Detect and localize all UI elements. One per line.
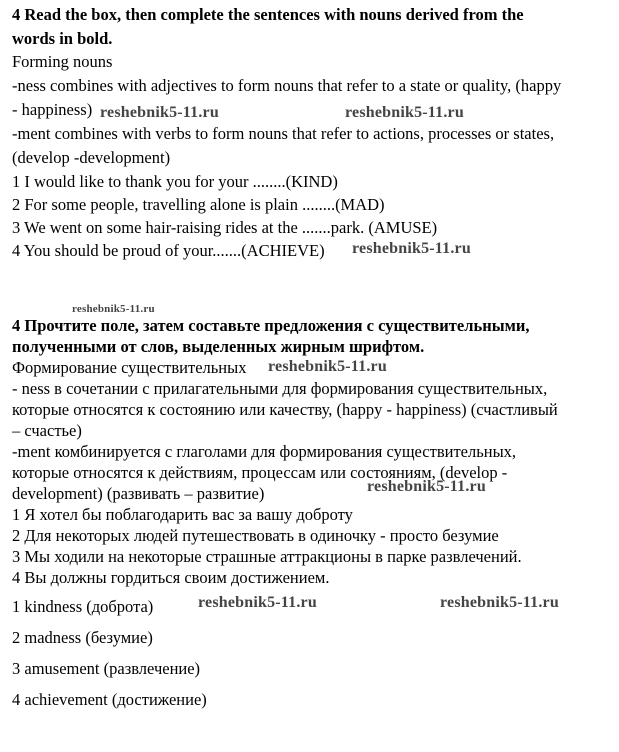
sentence-en-2: 2 For some people, travelling alone is plain ........(MAD) [12, 195, 385, 214]
ment-rule-en: -ment combines with verbs to form nouns that refer to actions, processes or states, [12, 124, 555, 143]
watermark: reshebnik5-11.ru [100, 104, 219, 121]
exercise-heading-ru-cont: полученными от слов, выделенных жирным шрифтом. [12, 337, 425, 356]
ment-rule-ru-cont: которые относятся к действиям, процессам или состояниям, (develop - [12, 463, 508, 482]
exercise-heading-en-cont: words in bold. [12, 29, 113, 48]
sentence-ru-3: 3 Мы ходили на некоторые страшные аттракционы в парке развлечений. [12, 547, 522, 566]
watermark: reshebnik5-11.ru [345, 104, 464, 121]
exercise-heading-en: 4 Read the box, then complete the sentences with nouns derived from the [12, 5, 524, 24]
box-title-ru: Формирование существительных [12, 358, 247, 377]
exercise-heading-ru: 4 Прочтите поле, затем составьте предложения с существительными, [12, 316, 530, 335]
sentence-en-3: 3 We went on some hair-raising rides at the .......park. (AMUSE) [12, 218, 438, 237]
watermark: reshebnik5-11.ru [440, 594, 559, 611]
sentence-en-4: 4 You should be proud of your.......(ACHIEVE) [12, 241, 325, 260]
answer-2: 2 madness (безумие) [12, 628, 153, 647]
sentence-ru-4: 4 Вы должны гордиться своим достижением. [12, 568, 330, 587]
ness-rule-en: -ness combines with adjectives to form nouns that refer to a state or quality, (happy [12, 76, 562, 95]
watermark: reshebnik5-11.ru [268, 358, 387, 375]
sentence-ru-2: 2 Для некоторых людей путешествовать в одиночку - просто безумие [12, 526, 499, 545]
box-title-en: Forming nouns [12, 52, 113, 71]
watermark: reshebnik5-11.ru [367, 478, 486, 495]
answer-4: 4 achievement (достижение) [12, 690, 207, 709]
watermark: reshebnik5-11.ru [198, 594, 317, 611]
ment-rule-ru: -ment комбинируется с глаголами для формирования существительных, [12, 442, 517, 461]
answer-1: 1 kindness (доброта) [12, 597, 154, 616]
watermark: reshebnik5-11.ru [352, 240, 471, 257]
ment-rule-en-cont: (develop -development) [12, 148, 171, 167]
ment-rule-ru-cont2: development) (развивать – развитие) [12, 484, 265, 503]
ness-rule-ru-cont2: – счастье) [12, 421, 82, 440]
ness-rule-en-cont: - happiness) [12, 100, 93, 119]
ness-rule-ru-cont: которые относятся к состоянию или качеству, (happy - happiness) (счастливый [12, 400, 558, 419]
answer-3: 3 amusement (развлечение) [12, 659, 201, 678]
watermark: reshebnik5-11.ru [72, 303, 155, 315]
sentence-en-1: 1 I would like to thank you for your ........(KIND) [12, 172, 338, 191]
sentence-ru-1: 1 Я хотел бы поблагодарить вас за вашу доброту [12, 505, 353, 524]
ness-rule-ru: - ness в сочетании с прилагательными для формирования существительных, [12, 379, 548, 398]
